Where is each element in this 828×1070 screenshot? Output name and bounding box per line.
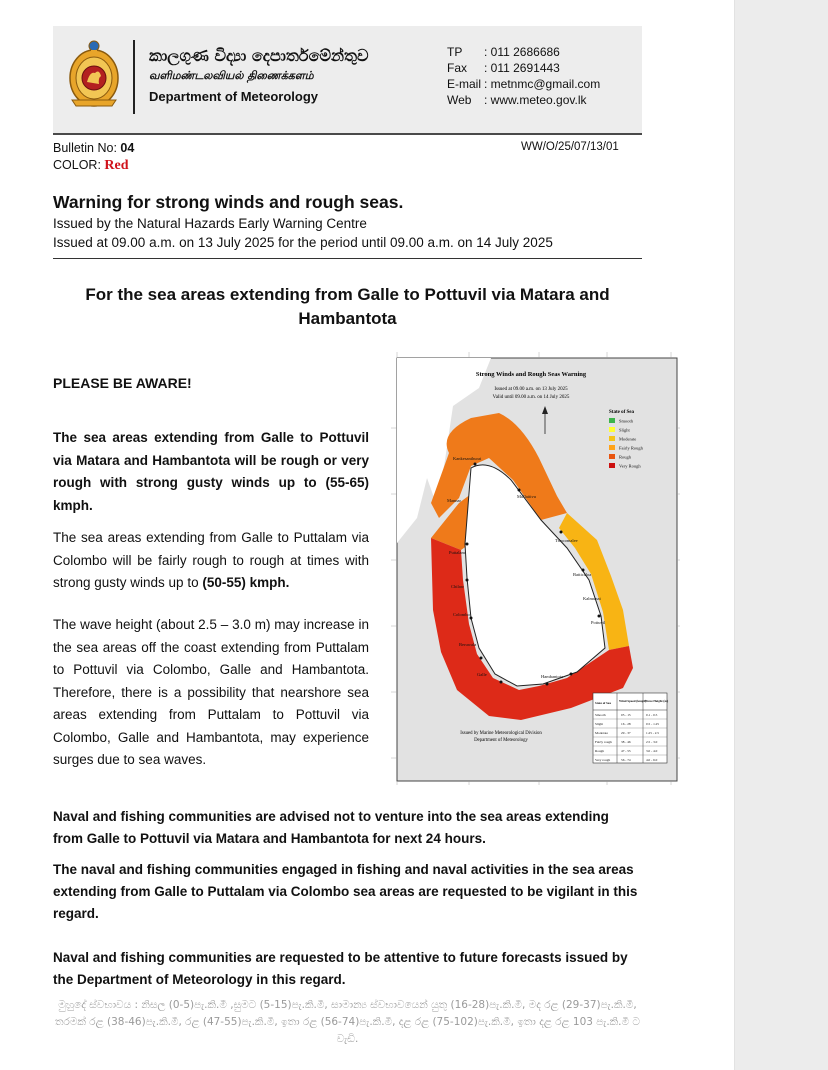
bulletin-reference: WW/O/25/07/13/01 xyxy=(521,141,619,153)
table-cell: Rough xyxy=(595,749,605,753)
legend-swatch-moderate xyxy=(609,436,615,441)
bulletin-number-line: Bulletin No: 04 xyxy=(53,141,135,155)
dept-name-tamil: வளிமண்டலவியல் திணைக்களம் xyxy=(149,69,314,82)
map-place-label: Batticaloa xyxy=(573,572,592,577)
map-title: Strong Winds and Rough Seas Warning xyxy=(475,371,587,378)
issued-by: Issued by the Natural Hazards Early Warning Centre xyxy=(53,216,367,231)
legend-label: Smooth xyxy=(619,418,634,424)
advisory-do-not-venture: Naval and fishing communities are advised not to venture into the sea areas extending from Galle to Pottuvil via Matara and Hambantota for next 24 hours. xyxy=(53,809,609,846)
table-cell: 0.5 - 1.25 xyxy=(646,722,659,726)
legend-swatch-rough xyxy=(609,454,615,459)
legend-swatch-fairly-rough xyxy=(609,445,615,450)
divider xyxy=(53,258,642,259)
table-cell: 29 - 37 xyxy=(621,731,631,735)
table-head: State of Sea xyxy=(595,701,611,705)
map-credit-dept: Department of Meteorology xyxy=(474,738,528,743)
bulletin-info xyxy=(53,140,134,174)
legend-label: Very Rough xyxy=(619,463,641,469)
table-cell: 4.0 - 6.0 xyxy=(646,758,658,762)
warning-title: Warning for strong winds and rough seas. xyxy=(53,192,404,212)
map-place-label: Beruwala xyxy=(459,642,477,647)
map-place-label: Kankesanthurai xyxy=(453,456,482,461)
contact-row-email: E-mail : metnmc@gmail.com xyxy=(447,77,601,91)
area-heading: For the sea areas extending from Galle to Pottuvil via Matara and Hambantota xyxy=(85,285,610,328)
legend-label: Rough xyxy=(619,454,632,460)
sea-state-table xyxy=(593,693,668,763)
table-cell: 56 - 74 xyxy=(621,758,631,762)
sea-state-footnote: මුහුදේ ස්වභාවය : නිසල (0-5)පැ.කි.මී ,සුමට (5-15)පැ.කි.මී, සාමාන්‍ය ස්වභාවයෙන් යුතු (16-28)පැ.කි.මී, මද රළ (29-37)පැ.කි.මී, තරමක් රළ (38-46)පැ.කි.මී, රළ (47-55)පැ.කි.මී, ඉතා රළ (56-74)පැ.කි.මී, දළ රළ (75-102)පැ.කි.මී, ඉතා දළ රළ 103 පැ.කි.මී ට වැඩි. xyxy=(55,999,640,1045)
map-place-label: Colombo xyxy=(453,612,470,617)
table-cell: Moderate xyxy=(595,731,608,735)
dept-name-sinhala: කාලගුණ විද්‍යා දෙපාර්තමේන්තුව xyxy=(149,46,369,65)
table-cell: 1.25 - 2.5 xyxy=(646,731,659,735)
paragraph-fairly-rough: The sea areas extending from Galle to Puttalam via Colombo will be fairly rough to rough at times with strong gusty winds up to (50-55) kmph. xyxy=(53,530,369,590)
legend-swatch-slight xyxy=(609,427,615,432)
please-be-aware: PLEASE BE AWARE! xyxy=(53,375,192,391)
dept-name-english: Department of Meteorology xyxy=(149,89,319,104)
warning-color: Red xyxy=(104,158,129,173)
table-cell: 16 - 28 xyxy=(621,722,631,726)
map-issued: Issued at 09.00 a.m. on 13 July 2025 xyxy=(494,387,568,392)
legend-label: Slight xyxy=(619,427,630,433)
sea-state-map xyxy=(371,348,680,785)
map-place-label: Trincomalee xyxy=(555,538,578,543)
header-divider xyxy=(133,40,135,114)
map-place-label: Kalmunai xyxy=(583,596,601,601)
legend-label: Moderate xyxy=(619,436,637,442)
contact-row-web: Web : www.meteo.gov.lk xyxy=(447,93,587,107)
issued-period: Issued at 09.00 a.m. on 13 July 2025 for the period until 09.00 a.m. on 14 July 2025 xyxy=(53,235,553,250)
table-cell: 38 - 46 xyxy=(621,740,631,744)
paragraph-wave-height: The wave height (about 2.5 – 3.0 m) may increase in the sea areas off the coast extending from Puttalam to Pottuvil via Colombo, Galle and Hambantota. Therefore, there is a possibility that nearshore sea areas extending from Puttalam to Pottuvil via Colombo, Galle and Hambantota, may experience surges due to sea waves. xyxy=(53,617,369,767)
department-name xyxy=(149,46,368,108)
map-place-label: Puttalam xyxy=(449,550,465,555)
table-cell: Fairly rough xyxy=(595,740,612,744)
legend-swatch-very-rough xyxy=(609,463,615,468)
color-line: COLOR: Red xyxy=(53,158,129,173)
table-cell: 05 - 15 xyxy=(621,713,631,717)
paragraph-rough-seas: The sea areas extending from Galle to Pottuvil via Matara and Hambantota will be rough or very rough with strong gusty winds up to (55-65) kmph. xyxy=(53,430,369,513)
table-cell: 0.1 - 0.5 xyxy=(646,713,658,717)
letterhead xyxy=(53,26,642,135)
map-place-label: Hambantota xyxy=(541,674,563,679)
contact-row-tp: TP : 011 2686686 xyxy=(447,45,560,59)
national-emblem-icon xyxy=(68,38,120,110)
advisory-be-attentive: Naval and fishing communities are requested to be attentive to future forecasts issued by the Department of Meteorology in this regard. xyxy=(53,950,628,987)
map-place-label: Chilaw xyxy=(451,584,464,589)
legend-label: Fairly Rough xyxy=(619,445,643,451)
table-cell: 3.0 - 4.0 xyxy=(646,749,658,753)
document-viewer-margin xyxy=(734,0,828,1070)
bulletin-number: 04 xyxy=(120,141,135,155)
contact-block xyxy=(447,44,600,108)
table-cell: 2.5 - 3.0 xyxy=(646,740,658,744)
map-place-label: Galle xyxy=(477,672,487,677)
advisory-be-vigilant: The naval and fishing communities engaged in fishing and naval activities in the sea areas extending from Galle to Puttalam via Colombo sea areas are requested to be vigilant in this regard. xyxy=(53,862,638,921)
table-cell: Slight xyxy=(595,722,604,726)
map-credit: Issued by Marine Meteorological Division xyxy=(460,731,542,736)
legend-title: State of Sea xyxy=(609,410,634,415)
table-cell: 47 - 55 xyxy=(621,749,631,753)
map-place-label: Mannar xyxy=(447,498,461,503)
table-cell: Very rough xyxy=(595,758,611,762)
legend-swatch-smooth xyxy=(609,418,615,423)
table-head: Wind Speed (kmph) xyxy=(619,699,647,703)
contact-row-fax: Fax : 011 2691443 xyxy=(447,61,560,75)
map-valid: Valid until 09.00 a.m. on 14 July 2025 xyxy=(492,395,570,400)
map-place-label: Mullaitivu xyxy=(517,494,536,499)
table-head: Wave Height (m) xyxy=(645,699,669,703)
map-place-label: Pottuvil xyxy=(591,620,606,625)
table-cell: Smooth xyxy=(595,713,606,717)
